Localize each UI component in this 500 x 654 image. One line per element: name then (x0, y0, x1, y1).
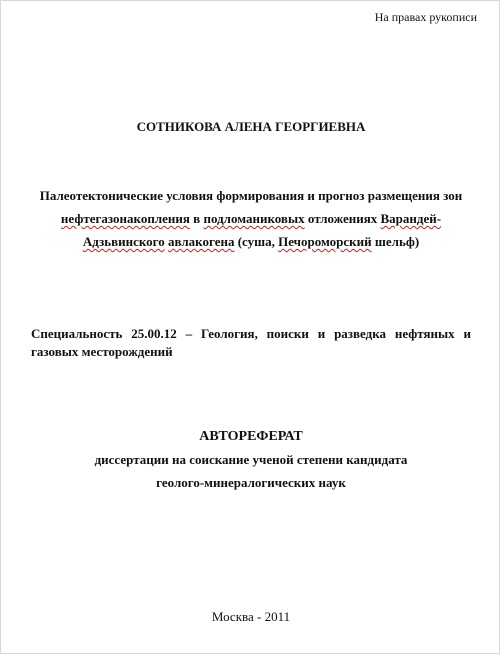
title-text: в (189, 211, 204, 226)
document-type-heading: АВТОРЕФЕРАТ (199, 429, 303, 444)
title-text: отложениях (304, 211, 381, 226)
spellcheck-word: нефтегазонакопления (60, 211, 190, 226)
spellcheck-word: Печороморский (278, 234, 372, 249)
title-line-3 (1, 234, 500, 250)
title-text: шельф) (371, 234, 420, 249)
spellcheck-word: Адзьвинского (82, 234, 165, 249)
rights-stamp: На правах рукописи (374, 10, 477, 24)
title-text: (суша, (234, 234, 279, 249)
author-name: СОТНИКОВА АЛЕНА ГЕОРГИЕВНА (136, 119, 366, 134)
specialty-text: Специальность 25.00.12 – Геология, поиски и разведка нефтяных и газовых месторождений (31, 326, 471, 359)
subtitle-line-1: диссертации на соискание ученой степени кандидата (94, 452, 408, 467)
subtitle-line-2: геолого-минералогических наук (156, 475, 346, 490)
spellcheck-word: Варандей- (380, 211, 442, 226)
spellcheck-word: подломаниковых (203, 211, 305, 226)
city-year: Москва - 2011 (211, 609, 291, 624)
title-line-1: Палеотектонические условия формирования и прогноз размещения зон (39, 188, 463, 203)
spellcheck-word: авлакогена (168, 234, 235, 249)
title-line-2 (1, 211, 500, 227)
